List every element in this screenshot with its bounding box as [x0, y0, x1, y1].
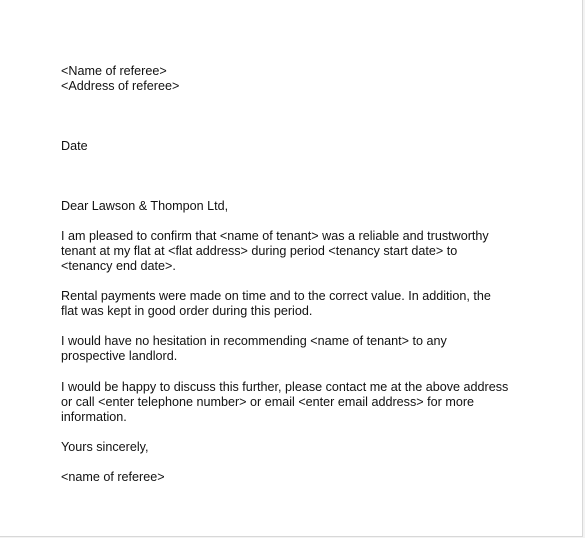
letter-date [61, 139, 531, 154]
paragraph-line: Rental payments were made on time and to the correct value. In addition, the [61, 289, 491, 303]
paragraph-contact [61, 380, 531, 426]
paragraph-line: information. [61, 410, 127, 425]
salutation [61, 199, 531, 214]
signature [61, 470, 531, 485]
date-text: Date [61, 139, 88, 153]
paragraph-line: <tenancy end date>. [61, 259, 176, 274]
paragraph-recommendation [61, 334, 531, 364]
paragraph-line: I am pleased to confirm that <name of tenant> was a reliable and trustworthy [61, 229, 489, 243]
paragraph-line: I would be happy to discuss this further, please contact me at the above address [61, 380, 509, 394]
paragraph-line: or call <enter telephone number> or email <enter email address> for more [61, 395, 475, 410]
closing [61, 440, 531, 455]
referee-address: <Address of referee> [61, 79, 180, 94]
paragraph-line: tenant at my flat at <flat address> during period <tenancy start date> to [61, 244, 458, 259]
referee-name: <Name of referee> [61, 64, 167, 78]
closing-text: Yours sincerely, [61, 440, 149, 454]
paragraph-line: I would have no hesitation in recommending <name of tenant> to any [61, 334, 447, 348]
paragraph-line: prospective landlord. [61, 349, 178, 364]
salutation-text: Dear Lawson & Thompon Ltd, [61, 199, 229, 213]
signature-text: <name of referee> [61, 470, 165, 484]
paragraph-confirmation [61, 229, 531, 275]
referee-header [61, 64, 531, 94]
paragraph-payments [61, 289, 531, 319]
paragraph-line: flat was kept in good order during this period. [61, 304, 313, 319]
